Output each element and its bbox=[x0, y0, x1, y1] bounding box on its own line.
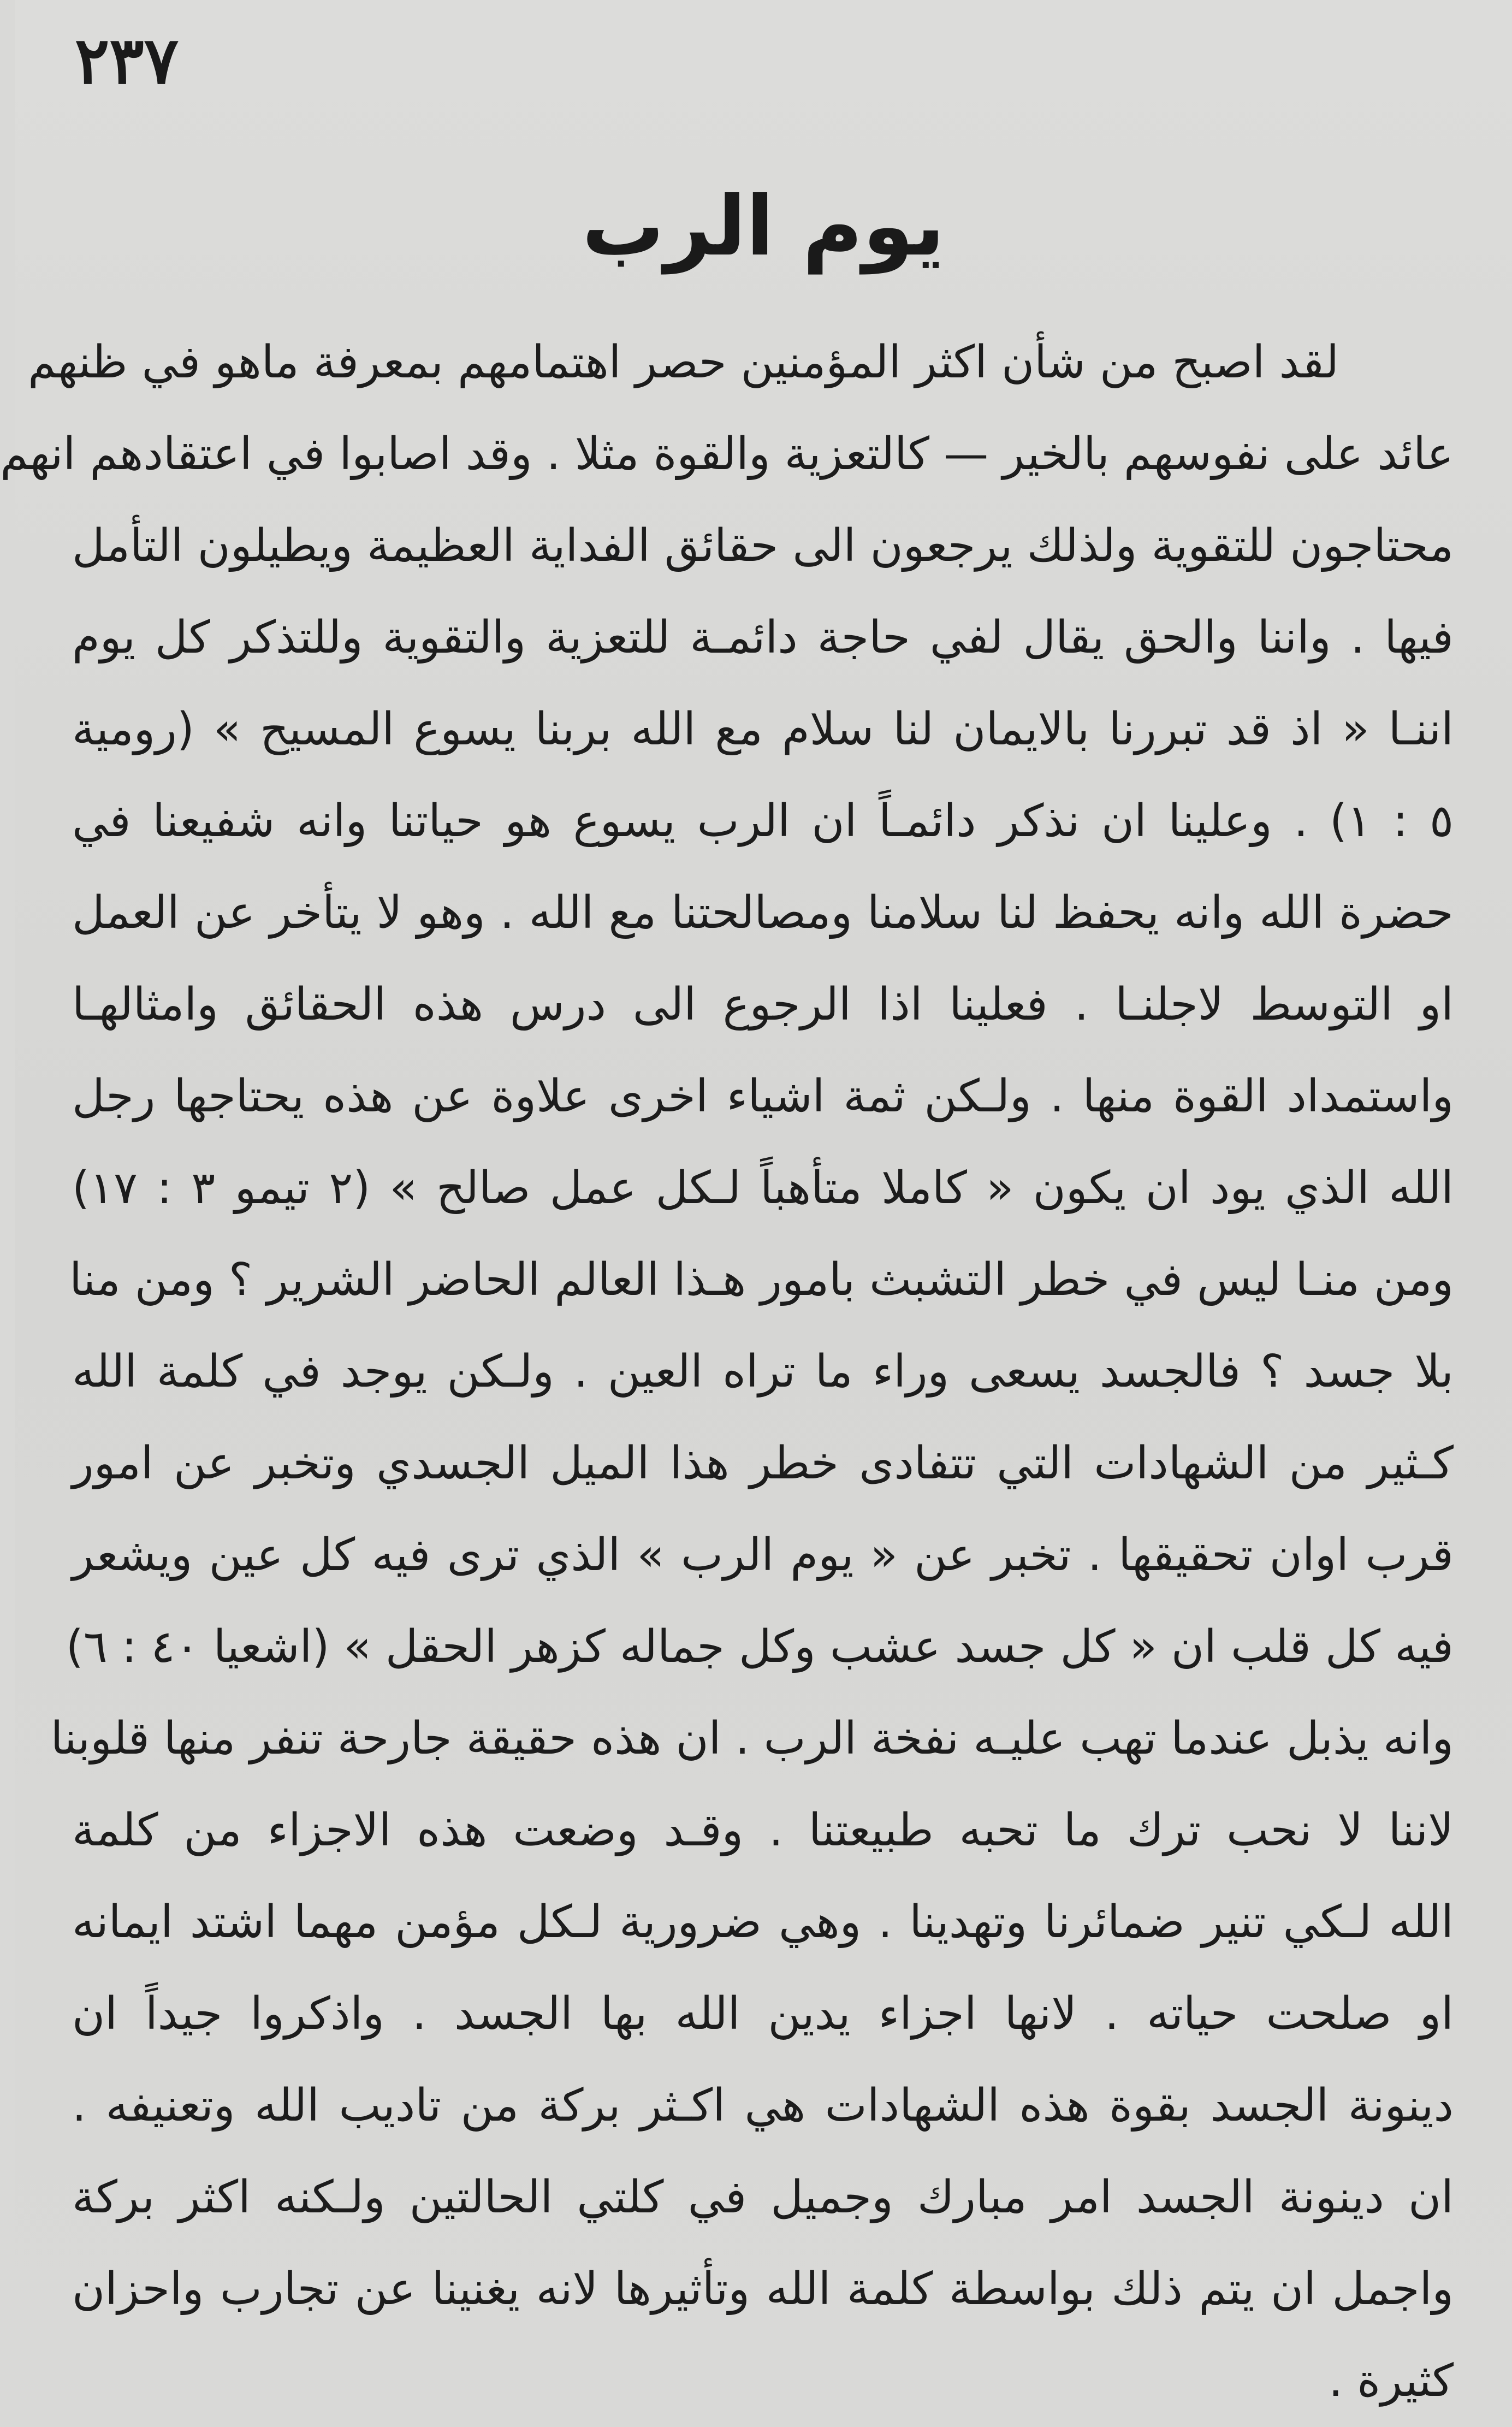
text-line: فيها . واننا والحق يقال لفي حاجة دائمـة للتعزية والتقوية وللتذكر كل يوم bbox=[72, 612, 1454, 664]
text-line: لقد اصبح من شأن اكثر المؤمنين حصر اهتمامهم بمعرفة ماهو في ظنهم bbox=[28, 336, 1339, 388]
text-line: واستمداد القوة منها . ولـكن ثمة اشياء اخرى علاوة عن هذه يحتاجها رجل bbox=[72, 1070, 1454, 1122]
text-line: اننـا « اذ قد تبررنا بالايمان لنا سلام مع الله بربنا يسوع المسيح » (رومية bbox=[72, 703, 1454, 755]
text-line: الله الذي يود ان يكون « كاملا متأهباً لـكل عمل صالح » (٢ تيمو ٣ : ١٧) bbox=[72, 1162, 1454, 1214]
text-line: حضرة الله وانه يحفظ لنا سلامنا ومصالحتنا مع الله . وهو لا يتأخر عن العمل bbox=[72, 887, 1454, 939]
text-line: فيه كل قلب ان « كل جسد عشب وكل جماله كزهر الحقل » (اشعيا ٤٠ : ٦) bbox=[66, 1621, 1454, 1673]
text-line: دينونة الجسد بقوة هذه الشهادات هي اكـثر بركة من تاديب الله وتعنيفه . bbox=[72, 2080, 1454, 2132]
text-line: بلا جسد ؟ فالجسد يسعى وراء ما تراه العين . ولـكن يوجد في كلمة الله bbox=[72, 1346, 1454, 1398]
text-line: كثيرة . bbox=[1329, 2355, 1454, 2407]
text-line: وانه يذبل عندما تهب عليـه نفخة الرب . ان هذه حقيقة جارحة تنفر منها قلوبنا bbox=[50, 1713, 1454, 1765]
page-title: يوم الرب bbox=[582, 179, 945, 274]
text-line: لاننا لا نحب ترك ما تحبه طبيعتنا . وقـد وضعت هذه الاجزاء من كلمة bbox=[72, 1804, 1454, 1856]
text-line: عائد على نفوسهم بالخير — كالتعزية والقوة مثلا . وقد اصابوا في اعتقادهم انهم bbox=[0, 428, 1454, 480]
text-line: الله لـكي تنير ضمائرنا وتهدينا . وهي ضرورية لـكل مؤمن مهما اشتد ايمانه bbox=[72, 1896, 1454, 1948]
text-line: واجمل ان يتم ذلك بواسطة كلمة الله وتأثيرها لانه يغنينا عن تجارب واحزان bbox=[72, 2263, 1454, 2315]
text-line: ٥ : ١) . وعلينا ان نذكر دائمـاً ان الرب يسوع هو حياتنا وانه شفيعنا في bbox=[72, 795, 1454, 847]
text-line: كـثير من الشهادات التي تتفادى خطر هذا الميل الجسدي وتخبر عن امور bbox=[72, 1437, 1454, 1489]
text-line: او صلحت حياته . لانها اجزاء يدين الله بها الجسد . واذكروا جيداً ان bbox=[72, 1988, 1454, 2040]
text-line: قرب اوان تحقيقها . تخبر عن « يوم الرب » الذي ترى فيه كل عين ويشعر bbox=[72, 1529, 1454, 1581]
page-number: ٢٣٧ bbox=[75, 22, 179, 98]
body-text bbox=[0, 317, 1454, 2427]
text-line: محتاجون للتقوية ولذلك يرجعون الى حقائق الفداية العظيمة ويطيلون التأمل bbox=[72, 520, 1454, 572]
text-line: او التوسط لاجلنـا . فعلينا اذا الرجوع الى درس هذه الحقائق وامثالهـا bbox=[72, 979, 1454, 1031]
text-line: ومن منـا ليس في خطر التشبث بامور هـذا العالم الحاضر الشرير ؟ ومن منا bbox=[69, 1254, 1454, 1306]
text-line: ان دينونة الجسد امر مبارك وجميل في كلتي الحالتين ولـكنه اكثر بركة bbox=[72, 2171, 1454, 2223]
